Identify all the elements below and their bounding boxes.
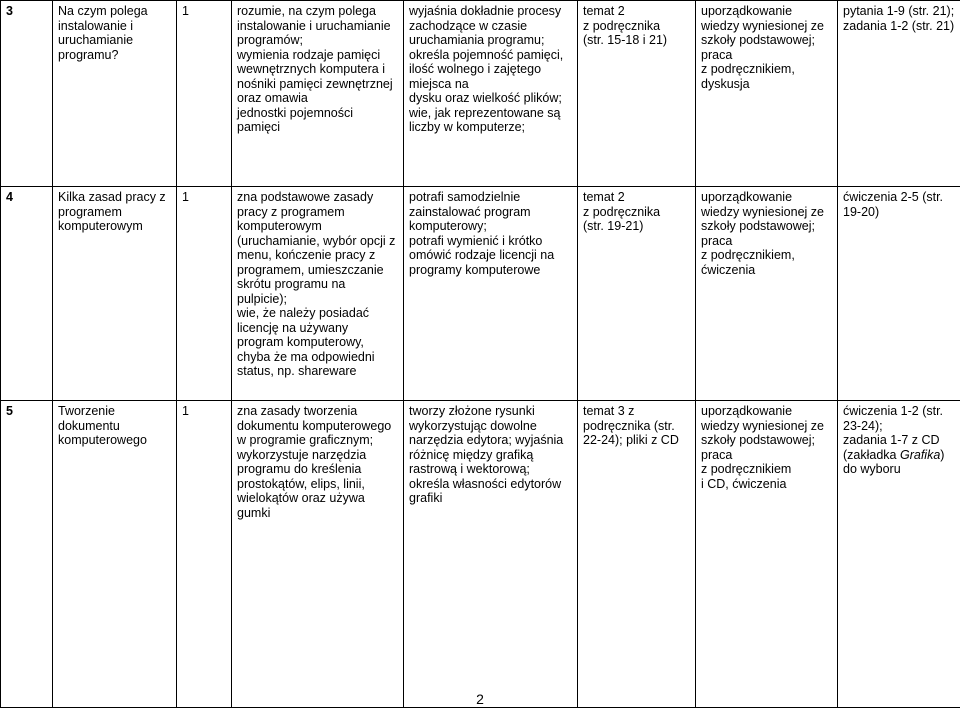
cell-line: Na czym polega [58,4,148,18]
cell-line: ćwiczenia [701,262,756,277]
text-fragment: 23-24); [843,418,883,433]
cell-line: rozumie, na czym polega [237,4,376,18]
lesson-number: 3 [6,4,13,18]
cell-line: instalowanie i [58,18,134,33]
cell-line: pulpicie); [237,291,288,306]
cell-line: praca [701,47,733,62]
cell-line: Kilka zasad pracy z [58,190,166,204]
cell-line: grafiki [409,491,443,505]
cell-line: temat 3 z [583,404,635,418]
cell-line [843,419,956,434]
tasks-cell [838,187,960,401]
cell-line: zadania 1-2 (str. 21) [843,18,955,33]
cell-line: licencję na używany [237,320,349,335]
topic-cell [53,187,177,401]
page-number: 2 [476,691,484,707]
hours-value: 1 [182,404,189,418]
cell-line: narzędzia edytora; wyjaśnia [409,433,564,447]
cell-line: pytania 1-9 (str. 21); [843,4,955,18]
hours-value: 1 [182,4,189,18]
cell-line: menu, kończenie pracy z [237,248,376,262]
cell-line: komputerowego [58,433,147,447]
hours-cell [177,1,232,187]
lesson-number: 5 [6,404,13,418]
cell-line: z podręcznikiem, [701,62,795,76]
cell-line: (uruchamianie, wybór opcji z [237,233,396,248]
cell-line: potrafi wymienić i krótko [409,233,543,248]
cell-line: instalowanie i uruchamianie [237,18,391,33]
text-fragment: ) [940,447,945,462]
cell-line: miejsca na [409,76,469,91]
table-row [1,1,960,187]
cell-line: uporządkowanie [701,190,793,204]
cell-line: programu? [58,47,119,62]
cell-line: program komputerowy, [237,335,364,349]
methods-cell [696,401,838,708]
cell-line: wewnętrznych komputera i [237,62,385,76]
extended-requirements-cell [404,401,578,708]
cell-line: status, np. shareware [237,364,357,378]
cell-line: rastrową i wektorową; [409,462,530,476]
cell-line: uruchamianie [58,33,134,47]
cell-line: nośniki pamięci zewnętrznej [237,76,393,91]
cell-line: wymienia rodzaje pamięci [237,47,381,62]
extended-requirements-cell [404,187,578,401]
cell-line: programem [58,204,122,219]
cell-line: 19-20) [843,204,880,219]
cell-line: zna podstawowe zasady [237,190,374,204]
cell-line: programy komputerowe [409,262,541,277]
cell-line: (str. 15-18 i 21) [583,33,668,47]
cell-line: wykorzystując dowolne [409,418,537,433]
cell-line: dokumentu [58,418,120,433]
cell-line: podręcznika (str. [583,418,675,433]
cell-line: potrafi samodzielnie [409,190,521,204]
cell-line: wielokątów oraz używa [237,491,365,505]
cell-line: wie, jak reprezentowane są [409,105,561,120]
tasks-cell [838,401,960,708]
methods-cell [696,1,838,187]
cell-line: programów; [237,33,303,47]
cell-line: tworzy złożone rysunki [409,404,535,418]
extended-requirements-cell [404,1,578,187]
cell-line: uruchamiania programu; [409,33,545,47]
topic-cell [53,1,177,187]
methods-cell [696,187,838,401]
cell-line: 22-24); pliki z CD [583,433,679,447]
cell-line: ilość wolnego i zajętego [409,62,542,76]
cell-line: wyjaśnia dokładnie procesy [409,4,562,18]
lesson-number-cell [1,187,53,401]
cell-line: chyba że ma odpowiedni [237,349,375,364]
cell-line: szkoły podstawowej; [701,219,815,233]
cell-line: zna zasady tworzenia [237,404,358,418]
cell-line: w programie graficznym; [237,433,374,447]
lesson-number-cell [1,401,53,708]
cell-line: uporządkowanie [701,404,793,418]
cell-line: programem, umieszczanie [237,262,384,277]
cell-line: dysku oraz wielkość plików; [409,91,562,105]
source-cell [578,401,696,708]
cell-line: jednostki pojemności [237,105,354,120]
italic-text: Grafika [899,447,941,462]
cell-line: zainstalować program [409,204,531,219]
cell-line: wiedzy wyniesionej ze [701,18,824,33]
table-row [1,187,960,401]
cell-line: omówić rodzaje licencji na [409,248,555,262]
cell-line: komputerowym [237,219,322,233]
cell-line: różnicę między grafiką [409,447,534,462]
topic-cell [53,401,177,708]
cell-line: liczby w komputerze; [409,120,526,134]
source-cell [578,187,696,401]
text-fragment: zadania 1-7 z CD [843,433,940,447]
cell-line: wiedzy wyniesionej ze [701,204,824,219]
cell-line: pracy z programem [237,204,345,219]
cell-line: i CD, ćwiczenia [701,476,787,491]
source-cell [578,1,696,187]
cell-line: wykorzystuje narzędzia [237,447,367,462]
cell-line: z podręcznikiem, [701,248,795,262]
hours-cell [177,187,232,401]
cell-line [843,448,956,463]
cell-line: temat 2 [583,4,625,18]
cell-line: z podręcznika [583,204,661,219]
basic-requirements-cell [232,187,404,401]
basic-requirements-cell [232,1,404,187]
cell-line: pamięci [237,120,281,134]
table-row [1,401,960,708]
hours-cell [177,401,232,708]
cell-line: z podręcznika [583,18,661,33]
cell-line: wiedzy wyniesionej ze [701,418,824,433]
text-fragment: ćwiczenia 1-2 (str. [843,404,944,418]
cell-line [843,433,956,448]
cell-line: określa pojemność pamięci, [409,47,564,62]
cell-line: gumki [237,505,271,520]
cell-line: praca [701,233,733,248]
cell-line: praca [701,447,733,462]
lesson-number-cell [1,1,53,187]
cell-line: skrótu programu na [237,277,346,291]
lesson-number: 4 [6,190,13,204]
text-fragment: do wyboru [843,462,901,476]
cell-line: dokumentu komputerowego [237,418,392,433]
cell-line: szkoły podstawowej; [701,33,815,47]
cell-line: ćwiczenia 2-5 (str. [843,190,944,204]
cell-line: komputerowym [58,219,143,233]
cell-line: dyskusja [701,76,750,91]
cell-line: (str. 19-21) [583,219,644,233]
cell-line: Tworzenie [58,404,115,418]
cell-line: wie, że należy posiadać [237,306,370,320]
cell-line: szkoły podstawowej; [701,433,815,447]
cell-line: prostokątów, elips, linii, [237,476,365,491]
cell-line: oraz omawia [237,91,308,105]
cell-line: zachodzące w czasie [409,18,528,33]
basic-requirements-cell [232,401,404,708]
cell-line: temat 2 [583,190,625,204]
cell-line: określa własności edytorów [409,476,562,491]
cell-line: uporządkowanie [701,4,793,18]
cell-line [843,462,956,477]
cell-line: komputerowy; [409,219,487,233]
cell-line [843,404,956,419]
text-fragment: (zakładka [843,447,900,462]
cell-line: z podręcznikiem [701,462,792,476]
tasks-cell [838,1,960,187]
hours-value: 1 [182,190,189,204]
cell-line: programu do kreślenia [237,462,362,476]
